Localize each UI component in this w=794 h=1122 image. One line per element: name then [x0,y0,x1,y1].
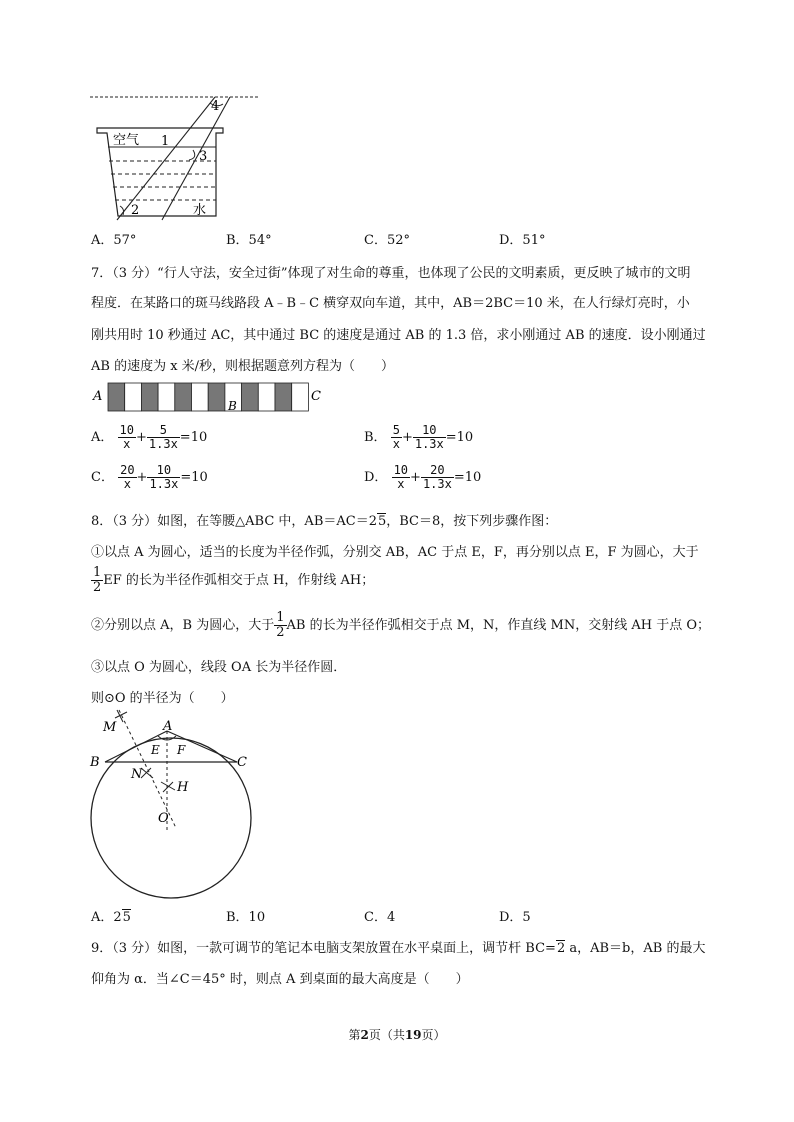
q8-option-d[interactable]: D．5 [499,910,531,925]
page-footer: 第2页（共19页） [348,1028,446,1042]
half-fraction: $\frac{1}{2}$ [93,565,102,595]
point-h-label: H [177,780,189,795]
light-ray-right [162,97,230,220]
q8-step-1b: $\frac{1}{2}$ EF 的长为半径作弧相交于点 H，作射线 AH； [93,565,375,595]
angle-3-arc [189,150,195,160]
q8-option-c[interactable]: C．4 [364,910,396,925]
point-o-label: O [158,811,169,826]
angle-2-label: 2 [131,203,140,218]
fraction: $\frac{20}{1.3x}$ [422,463,452,491]
q6-option-b[interactable]: B．54° [226,233,272,248]
arc-h [161,782,175,792]
q8-ask: 则⊙O 的半径为（ ） [91,691,234,706]
sqrt-radicand: 5 [377,514,387,529]
q8-option-b[interactable]: B．10 [226,910,266,925]
air-label: 空气 [113,133,140,148]
point-f-label: F [177,743,186,757]
angle-3-label: 3 [199,149,208,164]
point-c-label: C [311,389,321,404]
angle-1-label: 1 [161,134,170,149]
fraction: $\frac{10}{1.3x}$ [149,463,179,491]
water-label: 水 [193,203,207,218]
refraction-diagram [85,88,270,223]
q7-line-2: 程度．在某路口的斑马线路段 A﹣B﹣C 横穿双向车道，其中，AB＝2BC＝10 米，在人行绿灯亮时，小 [91,296,690,311]
plus-sign: + [135,430,147,445]
point-a-label: A [93,389,103,404]
half-fraction: $\frac{1}{2}$ [276,610,285,640]
q7-line-1: 7．（3 分）“行人守法，安全过街”体现了对生命的尊重，也体现了公民的文明素质，更反映了城市的文明 [91,266,691,281]
q6-option-c[interactable]: C．52° [364,233,410,248]
fraction: $\frac{10}{x}$ [119,423,134,451]
option-letter: A． [91,430,114,445]
q9-line-1: 9．（3 分）如图，一款可调节的笔记本电脑支架放置在水平桌面上，调节杆 BC=2 a，AB＝b，AB 的最大 [91,941,706,956]
q8-stem: 8．（3 分）如图，在等腰△ABC 中，AB＝AC＝25，BC＝8，按下列步骤作图： [91,514,558,529]
fraction: $\frac{10}{1.3x}$ [414,423,444,451]
plus-sign: + [410,470,421,485]
q8-step-3: ③以点 O 为圆心，线段 OA 长为半径作圆． [91,660,347,675]
equation-rhs: =10 [453,470,482,485]
page-number: 2 [360,1028,369,1042]
fraction: $\frac{20}{x}$ [120,463,135,491]
q8-step-2: ②分别以点 A，B 为圆心，大于 $\frac{1}{2}$ AB 的长为半径作弧相交于点 M，N，作直线 MN，交射线 AH 于点 O； [91,610,710,640]
q7-option-a[interactable] [91,424,207,451]
q7-option-d[interactable] [364,464,481,491]
fraction: $\frac{5}{1.3x}$ [148,423,178,451]
q6-option-d[interactable]: D．51° [499,233,546,248]
point-e-label: E [151,743,160,757]
equation-rhs: =10 [179,430,208,445]
plus-sign: + [401,430,413,445]
page-total: 19 [404,1028,422,1042]
option-letter: B． [364,430,387,445]
q6-option-a[interactable]: A．57° [91,233,137,248]
point-m-label: M [103,720,117,735]
point-b-label: B [90,755,100,770]
sqrt-radicand: 5 [122,910,131,925]
sqrt-radicand: 2 [556,941,566,956]
option-letter: C． [91,470,114,485]
fraction: $\frac{5}{x}$ [392,423,400,451]
fraction: $\frac{10}{x}$ [393,463,409,491]
point-a-label: A [163,719,173,734]
arc-n [141,768,153,778]
q7-option-c[interactable] [91,464,208,491]
equation-rhs: =10 [180,470,208,485]
plus-sign: + [136,470,148,485]
angle-4-label: 4 [211,99,220,114]
arc-m [115,710,127,722]
q8-step-1a: ①以点 A 为圆心，适当的长度为半径作弧，分别交 AB，AC 于点 E，F，再分别以点 E，F 为圆心，大于 [91,545,699,560]
equation-rhs: =10 [445,430,474,445]
crosswalk-stripes [108,383,308,411]
point-c-label: C [237,755,247,770]
q7-option-b[interactable] [364,424,473,451]
q7-line-3: 刚共用时 10 秒通过 AC，其中通过 BC 的速度是通过 AB 的 1.3 倍，求小刚通过 AB 的速度．设小刚通过 [91,328,706,343]
crosswalk-diagram [90,380,330,416]
q8-option-a[interactable]: A．25 [91,910,131,925]
point-b-label: B [228,399,237,413]
q9-line-2: 仰角为 α．当∠C＝45° 时，则点 A 到桌面的最大高度是（ ） [91,972,469,987]
circle-construction-diagram [85,706,265,904]
q7-line-4: AB 的速度为 x 米/秒，则根据题意列方程为（ ） [91,359,395,374]
option-letter: D． [364,470,388,485]
point-n-label: N [131,767,143,782]
